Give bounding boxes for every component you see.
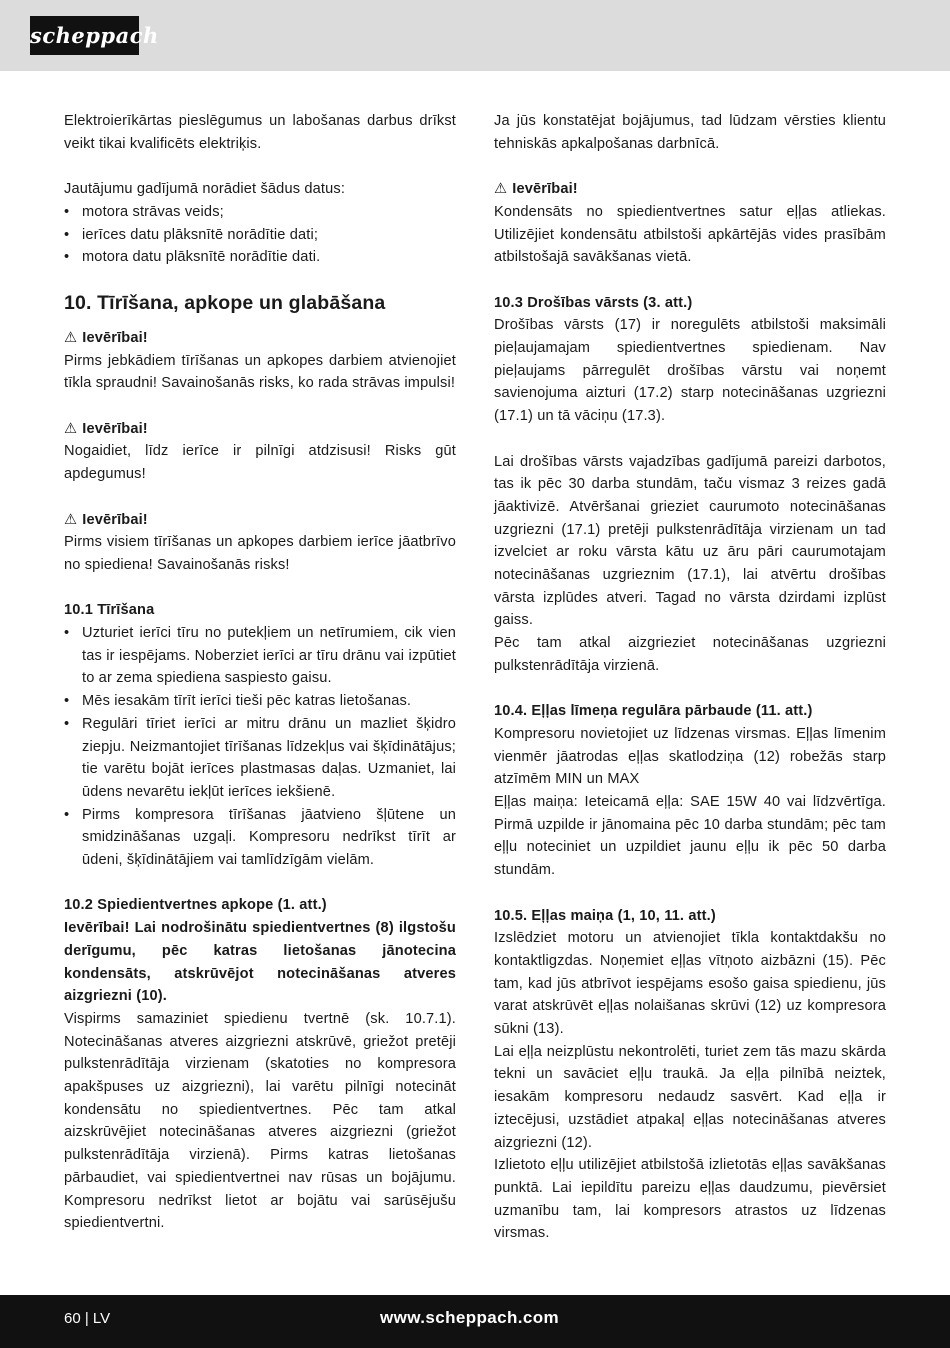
- list-item: • ierīces datu plāksnītē norādītie dati;: [64, 224, 456, 247]
- left-column: [64, 110, 456, 1235]
- list-item: • Regulāri tīriet ierīci ar mitru drānu un mazliet šķidro ziepju. Neizmantojiet tīrīšanas līdzekļus vai šķīdinātājus; tie varētu bojāt ierīces plastmasas daļas. Uzmaniet, lai ūdens nevarētu iekļūt ierīces iekšienē.: [64, 713, 456, 804]
- paragraph: Jautājumu gadījumā norādiet šādus datus:: [64, 181, 346, 198]
- warning-title: ⚠ Ievērībai!: [64, 418, 456, 441]
- warning-title: ⚠ Ievērībai!: [494, 178, 886, 201]
- warning-triangle-icon: ⚠: [494, 181, 508, 198]
- paragraph: Lai drošības vārsts vajadzības gadījumā pareizi darbotos, tas ik pēc 30 darba stundām, taču vismaz 3 reizes gadā jāaktivizē. Atvēršanai grieziet caurumoto notecināšanas uzgriezni (17.1) pretēji pulkstenrādītāja virzienam un tad izvelciet ar roku vārsta kātu uz āru pāri caurumotajam notecināšanas uzgrieznim (17.1), lai atvērtu drošības vārsta izplūdes atveri. Tagad no vārsta dzirdami izplūst gaiss.: [494, 453, 886, 629]
- paragraph: Ja jūs konstatējat bojājumus, tad lūdzam vērsties klientu tehniskās apkalpošanas darbnīcā.: [494, 113, 886, 152]
- paragraph: Kompresoru novietojiet uz līdzenas virsmas. Eļļas līmenim vienmēr jāatrodas eļļas skatlodziņa (12) robežās starp atzīmēm MIN un MAX: [494, 725, 886, 788]
- paragraph: Drošības vārsts (17) ir noregulēts atbilstoši maksimāli pieļaujamajam spiedientvertnes spiedienam. Nav pieļaujams pārregulēt drošības vārstu vai noņemt savienojuma aizturi (17.2) starp notecināšanas uzgriezni (17.1) un tā vāciņu (17.3).: [494, 317, 886, 425]
- subsection-heading: 10.2 Spiedientvertnes apkope (1. att.): [64, 897, 327, 914]
- warning-triangle-icon: ⚠: [64, 420, 78, 437]
- subsection-heading: 10.3 Drošības vārsts (3. att.): [494, 294, 693, 311]
- header-bar: [0, 0, 950, 71]
- cleaning-list: [64, 622, 456, 872]
- page-number: 60 | LV: [64, 1310, 111, 1327]
- warning-title: ⚠ Ievērībai!: [64, 327, 456, 350]
- subsection-heading: 10.5. Eļļas maiņa (1, 10, 11. att.): [494, 907, 716, 924]
- paragraph: Pēc tam atkal aizgrieziet notecināšanas uzgriezni pulkstenrādītāja virzienā.: [494, 635, 886, 674]
- warning-text: Pirms jebkādiem tīrīšanas un apkopes darbiem atvienojiet tīkla spraudni! Savainošanās risks, ko rada strāvas impulsi!: [64, 352, 456, 392]
- warning-triangle-icon: ⚠: [64, 329, 78, 346]
- warning-text: Pirms visiem tīrīšanas un apkopes darbiem ierīce jāatbrīvo no spiediena! Savainošanās risks!: [64, 534, 456, 573]
- footer-bar: [0, 1295, 950, 1348]
- bold-paragraph: Ievērībai! Lai nodrošinātu spiedientvertnes (8) ilgstošu derīgumu, pēc katras lietošanas jānotecina kondensāts, atskrūvējot notecināšanas atveres aizgriezni (10).: [64, 920, 456, 1005]
- right-column: [494, 110, 886, 1245]
- warning-text: Kondensāts no spiedientvertnes satur eļļas atliekas. Utilizējiet kondensātu atbilstoši apkārtējās vides prasībām atbilstošajā savākšanas vietā.: [494, 203, 886, 266]
- list-item: • Mēs iesakām tīrīt ierīci tieši pēc katras lietošanas.: [64, 690, 456, 713]
- list-item: • Pirms kompresora tīrīšanas jāatvieno šļūtene un smidzināšanas uzgaļi. Kompresoru nedrīkst tīrīt ar ūdeni, šķīdinātājiem vai tamlīdzīgām vielām.: [64, 804, 456, 872]
- warning-title: ⚠ Ievērībai!: [64, 509, 456, 532]
- website-link[interactable]: www.scheppach.com: [380, 1308, 560, 1327]
- paragraph: Lai eļļa neizplūstu nekontrolēti, turiet zem tās mazu skārda tekni un savāciet eļļu traukā. Ja eļļa pilnībā neiztek, iesakām kompresoru nedaudz sasvērt. Kad eļļa ir iztecējusi, uzstādiet atpakaļ eļļas notecināšanas atveres aizgriezni (12).: [494, 1043, 886, 1151]
- paragraph: Izslēdziet motoru un atvienojiet tīkla kontaktdakšu no kontaktligzdas. Noņemiet eļļas vītņoto aizbāzni (15). Pēc tam, kad jūs atbrīvot iespējams esošo gaisa spiedienu, jūs varat atskrūvēt eļļas nolaišanas skrūvi (12) uz kompresora sūkni (13).: [494, 930, 886, 1038]
- warning-triangle-icon: ⚠: [64, 511, 78, 528]
- subsection-heading: 10.4. Eļļas līmeņa regulāra pārbaude (11. att.): [494, 703, 813, 720]
- section-heading: 10. Tīrīšana, apkope un glabāšana: [64, 291, 386, 314]
- paragraph: Izlietoto eļļu utilizējiet atbilstošā izlietotās eļļas savākšanas punktā. Lai iepildītu pareizu eļļas daudzumu, pievērsiet uzmanību tam, lai kompresors atrastos uz līdzenas virsmas.: [494, 1157, 886, 1242]
- subsection-heading: 10.1 Tīrīšana: [64, 602, 155, 619]
- paragraph: Eļļas maiņa: Ieteicamā eļļa: SAE 15W 40 vai līdzvērtīga. Pirmā uzpilde ir jānomaina pēc 10 darba stundām; pēc tam eļļu noteciniet un uzpildiet jaunu eļļu ik pēc 50 darba stundām.: [494, 794, 886, 879]
- paragraph: Vispirms samaziniet spiedienu tvertnē (sk. 10.7.1). Notecināšanas atveres aizgriezni atskrūvē, griežot pretēji pulkstenrādītāja virzienam (skatoties no kompresora apakšpuses uz aizgriezni), lai varētu pilnīgi notecināt kondensātu no spiedientvertnes. Pēc tam atkal aizskrūvējiet notecināšanas atveres aizgriezni (griežot pulkstenrādītāja virzienā). Pirms katras lietošanas pārbaudiet, vai spiedientvertnei nav rūsas un bojājumu. Kompresoru nedrīkst lietot ar bojātu vai sarūsējušu spiedientvertni.: [64, 1010, 456, 1232]
- scheppach-logo: scheppach: [30, 16, 139, 55]
- warning-text: Nogaidiet, līdz ierīce ir pilnīgi atdzisusi! Risks gūt apdegumus!: [64, 443, 456, 483]
- list-item: • Uzturiet ierīci tīru no putekļiem un netīrumiem, cik vien tas ir iespējams. Noberziet ierīci ar tīru drānu vai izpūtiet to ar zema spiediena saspiesto gaisu.: [64, 622, 456, 690]
- data-list: [64, 201, 456, 269]
- list-item: • motora strāvas veids;: [64, 201, 456, 224]
- paragraph: Elektroierīkārtas pieslēgumus un labošanas darbus drīkst veikt tikai kvalificēts elektriķis.: [64, 113, 456, 152]
- list-item: • motora datu plāksnītē norādītie dati.: [64, 246, 456, 269]
